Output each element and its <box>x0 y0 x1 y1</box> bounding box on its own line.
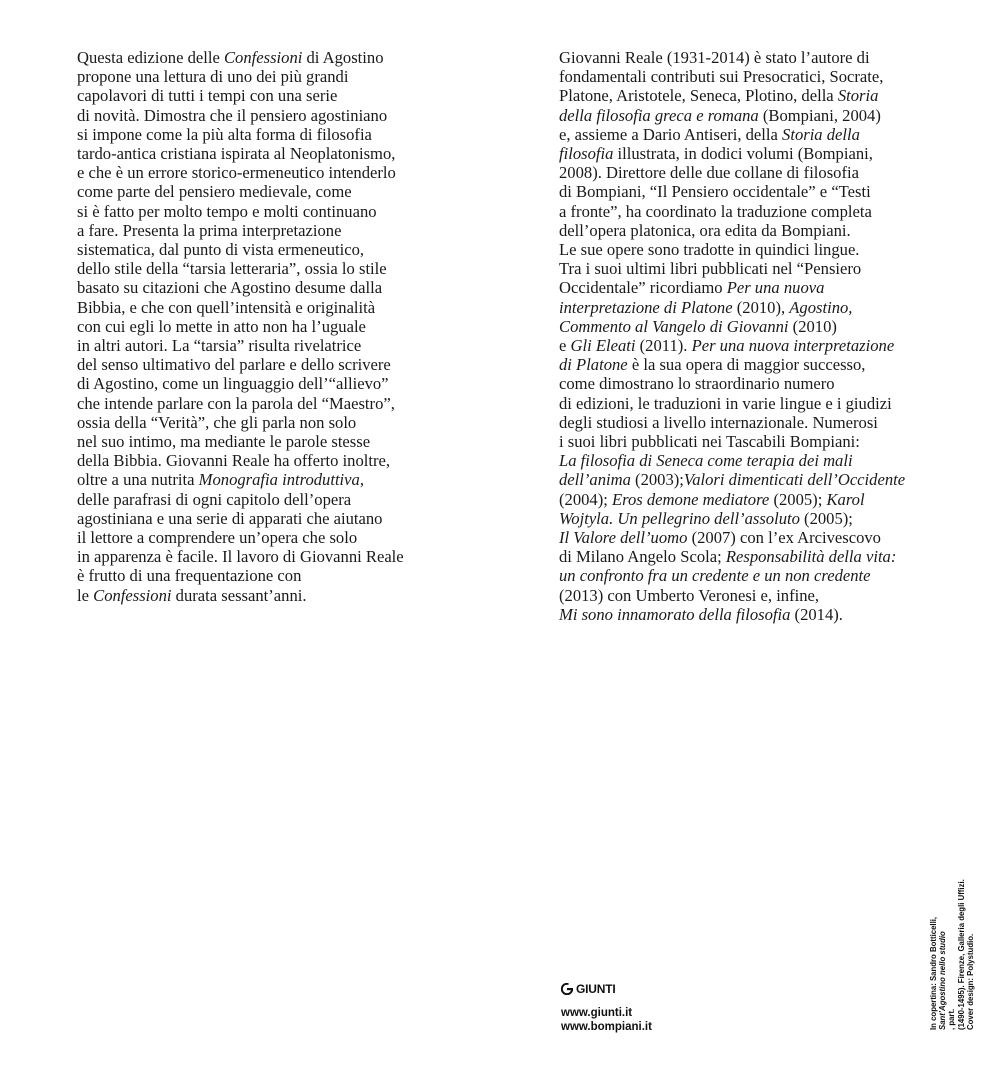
bio-line <box>559 240 905 259</box>
italic-title: un confronto fra un credente e un non credente <box>559 566 871 586</box>
synopsis-line <box>77 547 404 566</box>
synopsis-line <box>77 202 404 221</box>
synopsis-line <box>77 490 404 509</box>
synopsis-line <box>77 528 404 547</box>
text-segment: come parte del pensiero medievale, come <box>77 182 352 202</box>
text-segment: di Milano Angelo Scola; <box>559 547 726 567</box>
synopsis-line <box>77 317 404 336</box>
text-segment: di edizioni, le traduzioni in varie lingue e i giudizi <box>559 393 892 413</box>
text-segment: dell’opera platonica, ora edita da Bompiani. <box>559 220 851 240</box>
italic-title: Karol <box>826 489 865 509</box>
text-segment: e <box>559 336 571 356</box>
italic-title: Monografia introduttiva <box>198 470 360 490</box>
synopsis-line <box>77 67 404 86</box>
text-segment: è la sua opera di maggior successo, <box>627 355 866 375</box>
text-segment: a fare. Presenta la prima interpretazione <box>77 220 342 240</box>
credit-line <box>929 800 957 1030</box>
bio-line <box>559 528 905 547</box>
text-segment: propone una lettura di uno dei più grandi <box>77 67 349 87</box>
bio-line <box>559 202 905 221</box>
text-segment: agostiniana e una serie di apparati che aiutano <box>77 508 383 528</box>
italic-title: dell’anima <box>559 470 631 490</box>
synopsis-line <box>77 278 404 297</box>
bio-line <box>559 259 905 278</box>
italic-title: interpretazione di Platone <box>559 297 733 317</box>
synopsis-line <box>77 413 404 432</box>
synopsis-line <box>77 163 404 182</box>
bio-line <box>559 125 905 144</box>
italic-title: Sant’Agostino nello studio <box>938 931 948 1030</box>
bio-line <box>559 163 905 182</box>
text-segment: (2011). <box>635 336 692 356</box>
text-segment: (2013) con Umberto Veronesi e, infine, <box>559 585 820 605</box>
synopsis-line <box>77 125 404 144</box>
text-segment: di Bompiani, “Il Pensiero occidentale” e “Testi <box>559 182 871 202</box>
text-segment: degli studiosi a livello internazionale. Numerosi <box>559 412 878 432</box>
text-segment: Platone, Aristotele, Seneca, Plotino, della <box>559 86 838 106</box>
bio-line <box>559 67 905 86</box>
bio-line <box>559 470 905 489</box>
text-segment: delle parafrasi di ogni capitolo dell’opera <box>77 489 352 509</box>
text-segment: è frutto di una frequentazione con <box>77 566 302 586</box>
bio-line <box>559 586 905 605</box>
text-segment: in apparenza è facile. Il lavoro di Giovanni Reale <box>77 547 404 567</box>
synopsis-line <box>77 451 404 470</box>
synopsis-line <box>77 48 404 67</box>
bio-line <box>559 355 905 374</box>
bio-line <box>559 605 905 624</box>
text-segment: (1490-1495). Firenze, Galleria degli Uffizi. <box>956 879 966 1030</box>
cover-credits <box>929 800 975 1030</box>
text-segment: (2007) con l’ex Arcivescovo <box>687 528 881 548</box>
text-segment: (2005); <box>799 508 853 528</box>
bio-line <box>559 490 905 509</box>
text-segment: In copertina: Sandro Botticelli, <box>929 916 938 1030</box>
text-segment: del senso ultimativo del parlare e dello scrivere <box>77 355 391 375</box>
text-segment: di novità. Dimostra che il pensiero agostiniano <box>77 105 388 125</box>
text-segment: capolavori di tutti i tempi con una serie <box>77 86 338 106</box>
italic-title: Valori dimenticati dell’Occidente <box>683 470 906 490</box>
synopsis-line <box>77 221 404 240</box>
text-segment: nel suo intimo, ma mediante le parole stesse <box>77 432 371 452</box>
text-segment: sistematica, dal punto di vista ermeneutico, <box>77 240 365 260</box>
text-segment: Tra i suoi ultimi libri pubblicati nel “Pensiero <box>559 259 862 279</box>
text-segment: a fronte”, ha coordinato la traduzione completa <box>559 201 872 221</box>
synopsis-line <box>77 336 404 355</box>
bio-line <box>559 298 905 317</box>
author-bio-column <box>559 48 905 624</box>
giunti-logo-icon <box>561 983 573 995</box>
text-segment: durata sessant’anni. <box>171 585 307 605</box>
italic-title: Storia <box>837 86 879 106</box>
text-segment: (Bompiani, 2004) <box>758 105 881 125</box>
synopsis-line <box>77 144 404 163</box>
synopsis-line <box>77 355 404 374</box>
synopsis-line <box>77 240 404 259</box>
text-segment: tardo-antica cristiana ispirata al Neoplatonismo, <box>77 144 396 164</box>
bio-line <box>559 86 905 105</box>
text-segment: in altri autori. La “tarsia” risulta rivelatrice <box>77 336 362 356</box>
text-segment: Occidentale” ricordiamo <box>559 278 727 298</box>
synopsis-line <box>77 106 404 125</box>
text-segment: si impone come la più alta forma di filosofia <box>77 124 372 144</box>
bio-line <box>559 432 905 451</box>
bio-line <box>559 317 905 336</box>
text-segment: Giovanni Reale (1931-2014) è stato l’autore di <box>559 48 870 67</box>
text-segment: (2004); <box>559 489 612 509</box>
text-segment: fondamentali contributi sui Presocratici, Socrate, <box>559 67 884 87</box>
text-segment: di Agostino <box>302 48 384 67</box>
text-segment: il lettore a comprendere un’opera che solo <box>77 528 358 548</box>
synopsis-line <box>77 509 404 528</box>
synopsis-line <box>77 566 404 585</box>
bio-line <box>559 413 905 432</box>
text-segment: come dimostrano lo straordinario numero <box>559 374 835 394</box>
synopsis-column <box>77 48 404 605</box>
text-segment: dello stile della “tarsia letteraria”, ossia lo stile <box>77 259 387 279</box>
italic-title: Confessioni <box>93 585 172 605</box>
text-segment: , <box>359 470 364 490</box>
synopsis-line <box>77 432 404 451</box>
credit-line <box>957 800 966 1030</box>
synopsis-line <box>77 470 404 489</box>
text-segment: di Agostino, come un linguaggio dell’“allievo” <box>77 374 389 394</box>
text-segment: i suoi libri pubblicati nei Tascabili Bompiani: <box>559 432 860 452</box>
bio-line <box>559 48 905 67</box>
text-segment: si è fatto per molto tempo e molti continuano <box>77 201 377 221</box>
bio-line <box>559 278 905 297</box>
bio-line <box>559 394 905 413</box>
bio-line <box>559 374 905 393</box>
italic-title: Gli Eleati <box>570 336 636 356</box>
giunti-link[interactable]: www.giunti.it <box>561 1007 633 1019</box>
text-segment: 2008). Direttore delle due collane di filosofia <box>559 163 859 183</box>
italic-title: Per una nuova interpretazione <box>691 336 895 356</box>
text-segment: (2010) <box>788 316 837 336</box>
publisher-name: GIUNTI <box>576 982 616 996</box>
synopsis-line <box>77 394 404 413</box>
italic-title: Eros demone mediatore <box>612 489 770 509</box>
synopsis-line <box>77 298 404 317</box>
bompiani-link[interactable]: www.bompiani.it <box>561 1021 652 1033</box>
text-segment: (2003); <box>630 470 684 490</box>
synopsis-line <box>77 586 404 605</box>
italic-title: di Platone <box>559 355 628 375</box>
text-segment: che intende parlare con la parola del “Maestro”, <box>77 393 395 413</box>
text-segment: della Bibbia. Giovanni Reale ha offerto inoltre, <box>77 451 391 471</box>
italic-title: Responsabilità della vita: <box>725 547 897 567</box>
bio-line <box>559 566 905 585</box>
bio-line <box>559 144 905 163</box>
bio-line <box>559 547 905 566</box>
synopsis-line <box>77 374 404 393</box>
text-segment: le <box>77 585 94 605</box>
credit-line <box>966 800 975 1030</box>
italic-title: Storia della <box>782 124 860 144</box>
bio-line <box>559 451 905 470</box>
publisher-links <box>561 1006 652 1034</box>
bio-line <box>559 509 905 528</box>
text-segment: (2010), <box>732 297 790 317</box>
italic-title: Mi sono innamorato della filosofia <box>559 604 791 624</box>
text-segment: basato su citazioni che Agostino desume dalla <box>77 278 383 298</box>
italic-title: filosofia <box>559 144 614 164</box>
italic-title: Il Valore dell’uomo <box>559 528 688 548</box>
text-segment: Le sue opere sono tradotte in quindici lingue. <box>559 240 860 260</box>
bio-line <box>559 336 905 355</box>
text-segment: con cui egli lo mette in atto non ha l’uguale <box>77 316 366 336</box>
italic-title: della filosofia greca e romana <box>559 105 759 125</box>
text-segment: (2005); <box>769 489 827 509</box>
text-segment: oltre a una nutrita <box>77 470 199 490</box>
bio-line <box>559 106 905 125</box>
synopsis-line <box>77 86 404 105</box>
bio-line <box>559 182 905 201</box>
text-segment: (2014). <box>790 604 843 624</box>
synopsis-line <box>77 259 404 278</box>
publisher-logo <box>561 982 615 996</box>
italic-title: Wojtyla. Un pellegrino dell’assoluto <box>559 508 800 528</box>
text-segment: , part. <box>947 1008 957 1030</box>
text-segment: Cover design: Polystudio. <box>965 933 975 1030</box>
text-segment: illustrata, in dodici volumi (Bompiani, <box>613 144 873 164</box>
text-segment: Bibbia, e che con quell’intensità e originalità <box>77 297 376 317</box>
synopsis-line <box>77 182 404 201</box>
text-segment: e, assieme a Dario Antiseri, della <box>559 124 783 144</box>
bio-line <box>559 221 905 240</box>
text-segment: Questa edizione delle <box>77 48 224 67</box>
italic-title: Confessioni <box>223 48 303 67</box>
text-segment: e che è un errore storico-ermeneutico intenderlo <box>77 163 396 183</box>
italic-title: Commento al Vangelo di Giovanni <box>559 316 789 336</box>
italic-title: Per una nuova <box>726 278 825 298</box>
italic-title: La filosofia di Seneca come terapia dei mali <box>559 451 853 471</box>
italic-title: Agostino, <box>789 297 853 317</box>
text-segment: ossia della “Verità”, che gli parla non solo <box>77 412 357 432</box>
